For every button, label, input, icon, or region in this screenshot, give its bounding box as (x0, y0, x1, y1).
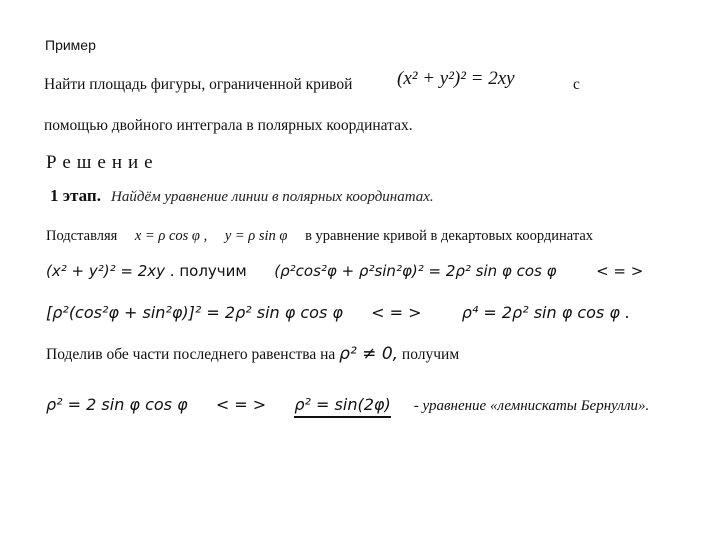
final-boxed-equation: ρ² = sin(2φ) (294, 395, 390, 418)
divide-condition: ρ² ≠ 0, (339, 344, 399, 364)
substitution-y: y = ρ sin φ (224, 228, 288, 244)
substitution-prefix: Подставляя (46, 228, 118, 244)
final-arrow: < = > (215, 395, 267, 414)
substitution-x: x = ρ cos φ , (134, 228, 208, 244)
task-text-continuation: с (573, 76, 580, 93)
substitution-suffix: в уравнение кривой в декартовых координатах (305, 228, 594, 244)
substitution-line (46, 228, 593, 245)
divide-line (46, 344, 459, 364)
expression-line-2 (46, 303, 630, 322)
expression-line-1 (46, 262, 643, 280)
divide-tail: получим (401, 346, 460, 363)
expr1-left: (x² + y²)² = 2xy (46, 262, 166, 280)
expr1-arrow: < = > (596, 262, 644, 280)
task-text-line2: помощью двойного интеграла в полярных координатах. (44, 117, 413, 134)
solution-heading: Решение (46, 152, 159, 173)
expr1-right: (ρ²cos²φ + ρ²sin²φ)² = 2ρ² sin φ cos φ (274, 262, 557, 280)
page-title: Пример (45, 37, 96, 53)
expr1-mid: . получим (169, 262, 247, 280)
expr2-left: [ρ²(cos²φ + sin²φ)]² = 2ρ² sin φ cos φ (46, 303, 343, 322)
final-left: ρ² = 2 sin φ cos φ (46, 395, 188, 414)
stage-description: Найдём уравнение линии в полярных координатах. (110, 189, 434, 205)
expr2-arrow: < = > (371, 303, 422, 322)
expr2-right: ρ⁴ = 2ρ² sin φ cos φ . (461, 303, 631, 322)
stage-label: 1 этап. (50, 186, 101, 205)
task-equation: (x² + y²)² = 2xy (397, 68, 515, 89)
divide-text: Поделив обе части последнего равенства на (46, 346, 336, 363)
task-text: Найти площадь фигуры, ограниченной кривой (44, 76, 353, 93)
stage-heading (50, 186, 434, 206)
final-note: - уравнение «лемнискаты Бернулли». (413, 398, 650, 414)
final-line (46, 395, 649, 415)
